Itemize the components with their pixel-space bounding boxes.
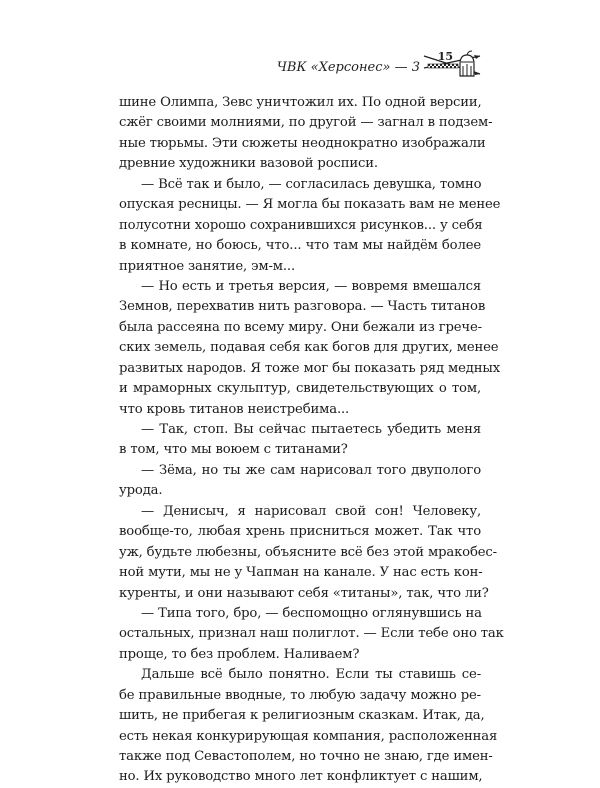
text-line: есть некая конкурирующая компания, расположенная bbox=[119, 728, 498, 744]
text-line: проще, то без проблем. Наливаем? bbox=[119, 646, 360, 662]
text-line: — Так, стоп. Вы сейчас пытаетесь убедить меня bbox=[141, 422, 481, 437]
text-line: и мраморных скульптур, свидетельствующих о том, bbox=[119, 381, 481, 397]
text-line: шине Олимпа, Зевс уничтожил их. По одной версии, bbox=[119, 95, 482, 110]
page-number: 15 bbox=[437, 50, 453, 63]
text-line: остальных, признал наш полиглот. — Если тебе оно так bbox=[119, 626, 504, 642]
crossed-swords-helmet-icon bbox=[422, 50, 482, 80]
text-line: — Денисыч, я нарисовал свой сон! Человеку, bbox=[141, 503, 481, 519]
text-line: уж, будьте любезны, объясните всё без этой мракобес- bbox=[119, 544, 497, 560]
text-line: приятное занятие, эм-м... bbox=[119, 258, 295, 274]
text-line: сжёг своими молниями, по другой — загнал в подзем- bbox=[119, 115, 493, 131]
text-line: но. Их руководство много лет конфликтует с нашим, bbox=[119, 769, 483, 785]
text-line: также под Севастополем, но точно не знаю, где имен- bbox=[119, 749, 493, 764]
running-title: ЧВК «Херсонес» — 3 bbox=[276, 60, 420, 75]
text-line: полусотни хорошо сохранившихся рисунков... у себя bbox=[119, 217, 483, 233]
text-line: Дальше всё было понятно. Если ты ставишь се- bbox=[141, 667, 481, 683]
text-line: — Зёма, но ты же сам нарисовал того двуполого bbox=[141, 462, 481, 478]
running-header bbox=[276, 50, 490, 80]
text-line: куренты, и они называют себя «титаны», так, что ли? bbox=[119, 585, 489, 601]
text-line: в том, что мы воюем с титанами? bbox=[119, 442, 348, 458]
text-line: развитых народов. Я тоже мог бы показать ряд медных bbox=[119, 360, 501, 376]
text-line: опуская ресницы. — Я могла бы показать вам не менее bbox=[119, 197, 501, 213]
text-line: ских земель, подавая себя как богов для других, менее bbox=[119, 340, 499, 356]
text-line: была рассеяна по всему миру. Они бежали из грече- bbox=[119, 319, 482, 335]
text-line: — Но есть и третья версия, — вовремя вмешался bbox=[141, 278, 481, 294]
text-line: что кровь титанов неистребима... bbox=[119, 401, 350, 417]
text-line: шить, не прибегая к религиозным сказкам. Итак, да, bbox=[119, 708, 485, 724]
text-line: — Типа того, бро, — беспомощно оглянувшись на bbox=[141, 605, 482, 621]
text-line: — Всё так и было, — согласилась девушка, томно bbox=[141, 176, 482, 192]
text-line: в комнате, но боюсь, что... что там мы найдём более bbox=[119, 238, 481, 254]
text-line: урода. bbox=[119, 483, 163, 499]
text-line: бе правильные вводные, то любую задачу можно ре- bbox=[119, 687, 481, 703]
text-line: вообще-то, любая хрень присниться может. Так что bbox=[119, 524, 481, 540]
text-line: ные тюрьмы. Эти сюжеты неоднократно изображали bbox=[119, 135, 486, 151]
text-line: ной мути, мы не у Чапман на канале. У нас есть кон- bbox=[119, 565, 483, 581]
body-text bbox=[119, 93, 504, 788]
text-line: древние художники вазовой росписи. bbox=[119, 156, 378, 172]
text-line: Земнов, перехватив нить разговора. — Часть титанов bbox=[119, 299, 486, 315]
